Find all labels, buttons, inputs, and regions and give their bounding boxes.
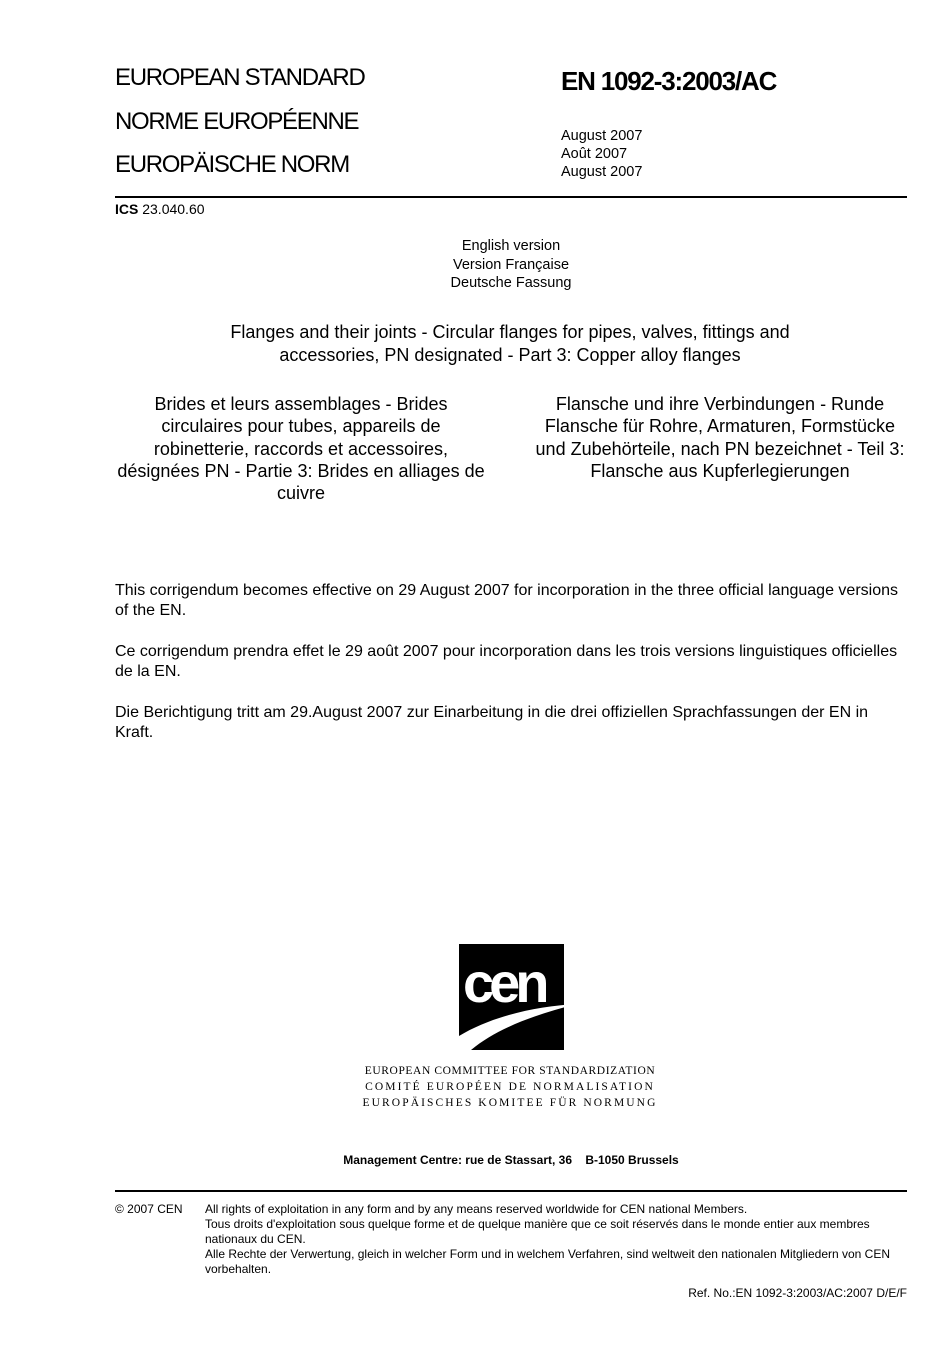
standard-names: [115, 66, 365, 197]
corrigendum-french: Ce corrigendum prendra effet le 29 août 2007 pour incorporation dans les trois versions linguistiques officielles de la EN.: [115, 643, 898, 680]
copyright-line-fr: Tous droits d'exploitation sous quelque forme et de quelque manière que ce soit réservés dans le monde entier aux membres nationaux du CEN.: [205, 1217, 870, 1246]
copyright-line-de: Alle Rechte der Verwertung, gleich in welcher Form und in welchem Verfahren, sind weltweit den nationalen Mitgliedern von CEN vorbehalten.: [205, 1247, 891, 1276]
version-fr: Version Française: [452, 256, 570, 273]
title-english: Flanges and their joints - Circular flanges for pipes, valves, fittings and accessories, PN designated - Part 3: Copper alloy flanges: [230, 322, 790, 365]
cen-name-fr: COMITÉ EUROPÉEN DE NORMALISATION: [365, 1081, 655, 1093]
header-divider: [115, 196, 907, 198]
cen-logo: [457, 944, 579, 1052]
standard-name-fr: NORME EUROPÉENNE: [115, 107, 359, 135]
cen-name-en: EUROPEAN COMMITTEE FOR STANDARDIZATION: [364, 1065, 656, 1077]
management-centre: Management Centre: rue de Stassart, 36 B-1050 Brussels: [343, 1153, 679, 1167]
cen-name-de: EUROPÄISCHES KOMITEE FÜR NORMUNG: [362, 1097, 658, 1109]
date-de: August 2007: [561, 164, 643, 180]
corrigendum-german: Die Berichtigung tritt am 29.August 2007 zur Einarbeitung in die drei offiziellen Sprachfassungen der EN in Kraft.: [115, 704, 869, 741]
footer-divider: [115, 1190, 907, 1192]
date-en: August 2007: [561, 128, 643, 144]
corrigendum-english: This corrigendum becomes effective on 29 August 2007 for incorporation in the three official language versions of the EN.: [115, 582, 898, 619]
publication-dates: [561, 127, 642, 181]
copyright-line-en: All rights of exploitation in any form and by any means reserved worldwide for CEN national Members.: [205, 1202, 748, 1216]
copyright-label: © 2007 CEN: [115, 1202, 183, 1216]
date-fr: Août 2007: [561, 146, 628, 162]
version-en: English version: [461, 238, 561, 254]
title-german: Flansche und ihre Verbindungen - Runde Flansche für Rohre, Armaturen, Formstücke und Zubehörteile, nach PN bezeichnet - Teil 3: Flansche aus Kupferlegierungen: [535, 394, 905, 481]
title-french: Brides et leurs assemblages - Brides circulaires pour tubes, appareils de robinetterie, raccords et accessoires, désignées PN - Partie 3: Brides en alliages de cuivre: [117, 394, 485, 504]
ics-value: 23.040.60: [142, 201, 205, 217]
cen-logo-text: cen: [463, 951, 545, 1014]
copyright-text: [205, 1202, 905, 1277]
ics-line: [115, 201, 205, 217]
standard-name-de: EUROPÄISCHE NORM: [115, 151, 349, 178]
standard-number: EN 1092-3:2003/AC: [561, 66, 777, 96]
standard-name-en: EUROPEAN STANDARD: [115, 64, 365, 91]
cen-committee-names: [300, 1063, 720, 1111]
reference-number: Ref. No.:EN 1092-3:2003/AC:2007 D/E/F: [688, 1286, 907, 1300]
language-versions: [115, 237, 907, 293]
version-de: Deutsche Fassung: [450, 275, 572, 291]
ics-label: ICS: [115, 201, 139, 217]
